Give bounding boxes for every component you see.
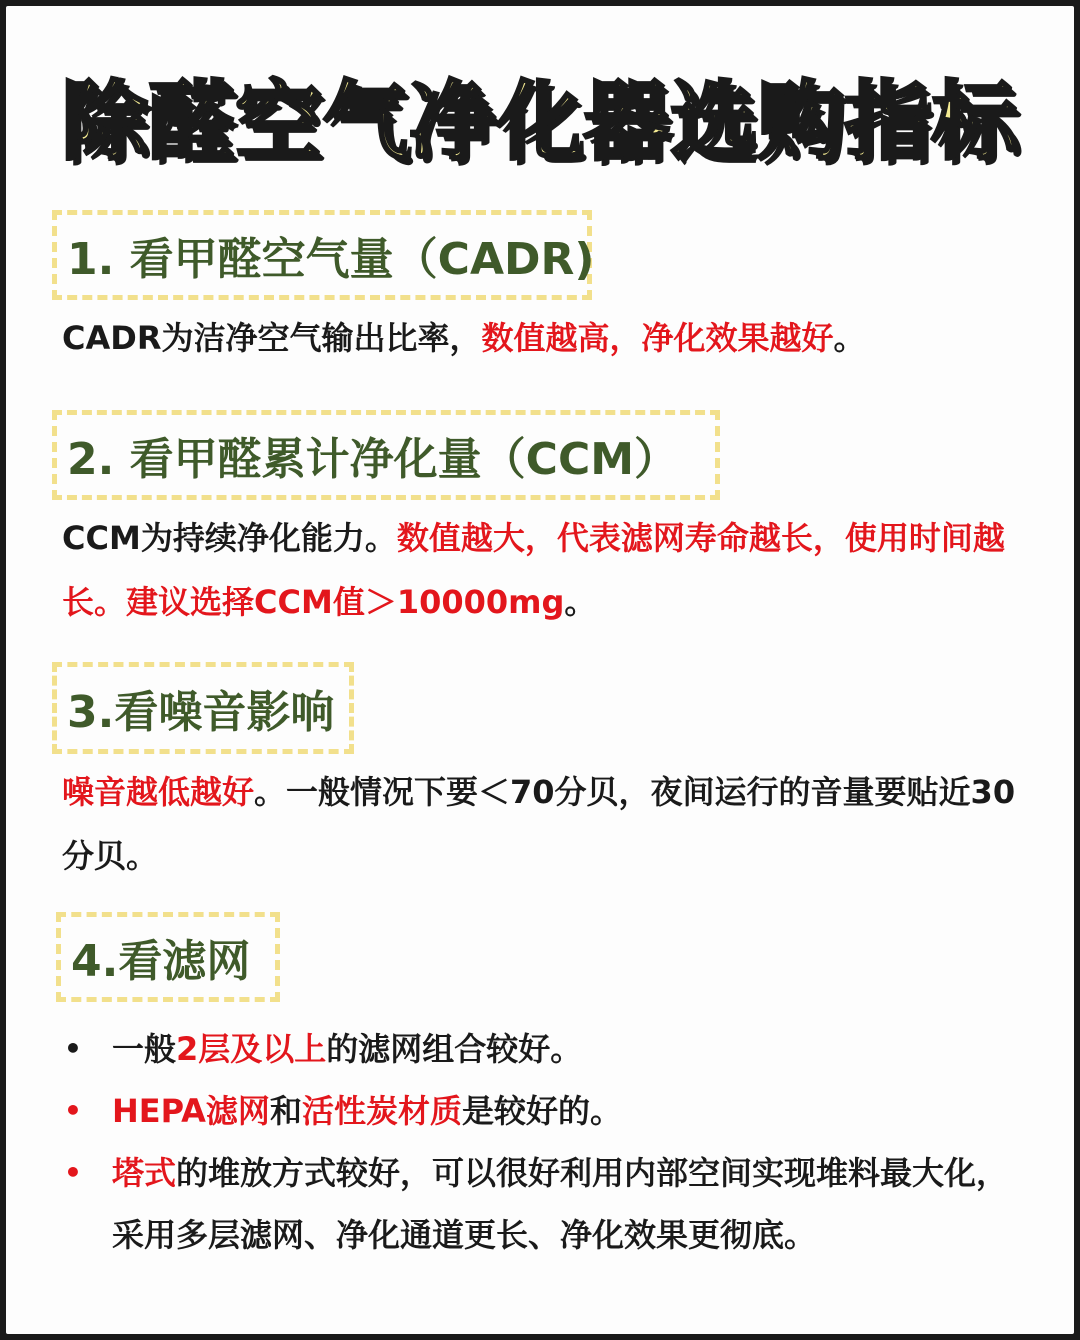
section-2-text-3: 。 <box>564 583 597 621</box>
section-2-paragraph <box>62 506 1022 634</box>
section-1-paragraph <box>62 306 1022 370</box>
bullet-dot-3: • <box>64 1156 82 1189</box>
section-3-paragraph <box>62 760 1022 888</box>
bullet-1-text-3: 的滤网组合较好。 <box>326 1030 583 1068</box>
bullet-2-text-3: 活性炭材质 <box>301 1092 462 1130</box>
section-2-text-1: CCM为持续净化能力。 <box>62 519 397 557</box>
page-title: 除醛空气净化器选购指标 <box>61 72 1019 172</box>
bullet-2-text-4: 是较好的。 <box>461 1092 622 1130</box>
bullet-item-1 <box>62 1018 1022 1080</box>
bullet-item-2 <box>62 1080 1022 1142</box>
section-3-text-1: 噪音越低越好 <box>62 773 255 811</box>
bullet-1-text-2: 2层及以上 <box>176 1030 327 1068</box>
section-2-text-2: 数值越大，代表滤网寿命越长，使用时间越长。建议选择CCM值＞10000mg <box>62 519 1005 621</box>
section-4-heading: 4.看滤网 <box>71 936 251 987</box>
bullet-2-text-1: HEPA滤网 <box>112 1092 270 1130</box>
section-4-heading-box <box>56 912 280 1002</box>
section-2-heading-box <box>52 410 720 500</box>
section-1-text-3: 。 <box>833 319 866 357</box>
bullet-3-text-2: 的堆放方式较好，可以很好利用内部空间实现堆料最大化，采用多层滤网、净化通道更长、净化效果更彻底。 <box>112 1154 1009 1254</box>
bullet-2-text-2: 和 <box>269 1092 302 1130</box>
bullet-dot-1: • <box>64 1032 82 1065</box>
bullet-3-text-1: 塔式 <box>112 1154 177 1192</box>
section-3-heading-box <box>52 662 354 754</box>
section-3-heading: 3.看噪音影响 <box>67 687 335 738</box>
section-1-text-1: CADR为洁净空气输出比率， <box>62 319 482 357</box>
section-1-heading-box <box>52 210 595 300</box>
section-2-heading: 2. 看甲醛累计净化量（CCM） <box>67 434 679 485</box>
bullet-item-3 <box>62 1142 1022 1266</box>
bullet-1-text-1: 一般 <box>112 1030 177 1068</box>
bullet-dot-2: • <box>64 1094 82 1127</box>
section-1-heading: 1. 看甲醛空气量（CADR) <box>67 234 595 285</box>
section-1-text-2: 数值越高，净化效果越好 <box>481 319 834 357</box>
section-3-text-2: 。一般情况下要＜70分贝，夜间运行的音量要贴近30分贝。 <box>62 773 1016 875</box>
